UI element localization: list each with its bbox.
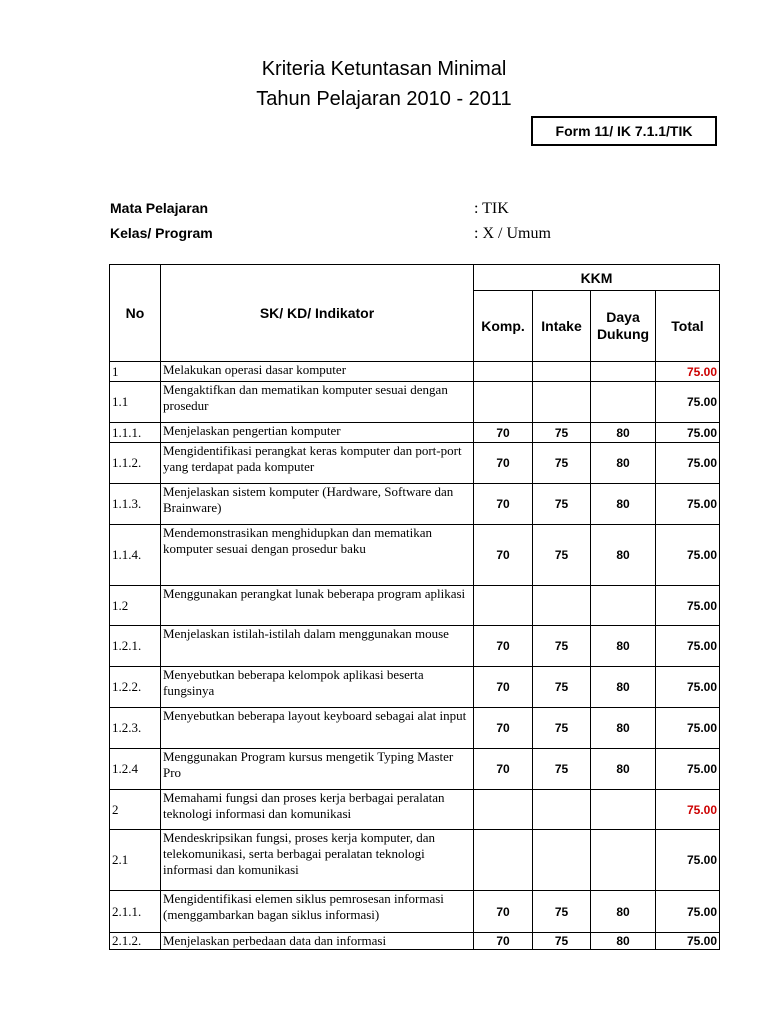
header-komp: Komp.: [474, 291, 533, 362]
row-indicator: Mendemonstrasikan menghidupkan dan mematikan komputer sesuai dengan prosedur baku: [161, 525, 474, 586]
row-indicator: Mengaktifkan dan mematikan komputer sesuai dengan prosedur: [161, 382, 474, 423]
row-total: 75.00: [656, 362, 720, 382]
row-total: 75.00: [656, 933, 720, 950]
row-total: 75.00: [656, 382, 720, 423]
row-komp: [474, 586, 533, 626]
header-total: Total: [656, 291, 720, 362]
row-intake: 75: [533, 525, 591, 586]
row-number: 2.1: [110, 830, 161, 891]
header-kkm: KKM: [474, 265, 720, 291]
header-intake: Intake: [533, 291, 591, 362]
row-daya-dukung: [591, 586, 656, 626]
row-daya-dukung: [591, 790, 656, 830]
header-daya-line1: Daya: [606, 309, 640, 325]
row-total: 75.00: [656, 790, 720, 830]
row-daya-dukung: [591, 830, 656, 891]
table-row: [110, 586, 720, 626]
table-row: [110, 749, 720, 790]
class-label: Kelas/ Program: [110, 225, 213, 241]
row-total: 75.00: [656, 484, 720, 525]
header-indicator: SK/ KD/ Indikator: [161, 265, 474, 362]
subject-label: Mata Pelajaran: [110, 200, 209, 216]
row-total: 75.00: [656, 749, 720, 790]
row-daya-dukung: 80: [591, 749, 656, 790]
row-number: 1.1.1.: [110, 423, 161, 443]
row-intake: 75: [533, 443, 591, 484]
row-komp: 70: [474, 891, 533, 933]
row-indicator: Menggunakan perangkat lunak beberapa program aplikasi: [161, 586, 474, 626]
document-subtitle: Tahun Pelajaran 2010 - 2011: [256, 88, 512, 110]
table-row: [110, 891, 720, 933]
row-indicator: Menjelaskan sistem komputer (Hardware, Software dan Brainware): [161, 484, 474, 525]
row-indicator: Menyebutkan beberapa layout keyboard sebagai alat input: [161, 708, 474, 749]
row-komp: 70: [474, 708, 533, 749]
row-daya-dukung: 80: [591, 484, 656, 525]
row-daya-dukung: 80: [591, 667, 656, 708]
row-number: 1.2.4: [110, 749, 161, 790]
row-daya-dukung: [591, 382, 656, 423]
table-row: [110, 362, 720, 382]
row-indicator: Memahami fungsi dan proses kerja berbagai peralatan teknologi informasi dan komunikasi: [161, 790, 474, 830]
row-komp: [474, 362, 533, 382]
class-value: : X / Umum: [474, 225, 551, 242]
row-komp: [474, 830, 533, 891]
row-indicator: Menjelaskan perbedaan data dan informasi: [161, 933, 474, 950]
header-daya-dukung: [591, 291, 656, 362]
row-intake: 75: [533, 484, 591, 525]
form-code-box: [531, 116, 717, 146]
row-number: 1.2.1.: [110, 626, 161, 667]
document-title: Kriteria Ketuntasan Minimal: [261, 58, 507, 80]
row-number: 1.2.3.: [110, 708, 161, 749]
row-intake: 75: [533, 749, 591, 790]
row-daya-dukung: 80: [591, 525, 656, 586]
row-komp: 70: [474, 443, 533, 484]
table-row: [110, 667, 720, 708]
row-komp: 70: [474, 423, 533, 443]
row-number: 2: [110, 790, 161, 830]
row-komp: [474, 382, 533, 423]
table-row: [110, 790, 720, 830]
row-total: 75.00: [656, 830, 720, 891]
row-komp: 70: [474, 933, 533, 950]
kkm-table-body: [110, 362, 720, 950]
row-number: 1.1.3.: [110, 484, 161, 525]
table-row: [110, 423, 720, 443]
header-no: No: [110, 265, 161, 362]
row-komp: 70: [474, 626, 533, 667]
row-daya-dukung: 80: [591, 708, 656, 749]
subject-value: : TIK: [474, 200, 509, 217]
row-daya-dukung: [591, 362, 656, 382]
row-intake: [533, 362, 591, 382]
row-total: 75.00: [656, 667, 720, 708]
row-indicator: Menjelaskan pengertian komputer: [161, 423, 474, 443]
row-total: 75.00: [656, 891, 720, 933]
row-total: 75.00: [656, 586, 720, 626]
form-code: Form 11/ IK 7.1.1/TIK: [555, 123, 693, 139]
row-number: 1.1.2.: [110, 443, 161, 484]
row-komp: 70: [474, 484, 533, 525]
row-indicator: Melakukan operasi dasar komputer: [161, 362, 474, 382]
row-intake: [533, 586, 591, 626]
row-indicator: Menjelaskan istilah-istilah dalam menggunakan mouse: [161, 626, 474, 667]
row-intake: 75: [533, 891, 591, 933]
row-indicator: Menggunakan Program kursus mengetik Typing Master Pro: [161, 749, 474, 790]
row-intake: 75: [533, 667, 591, 708]
row-indicator: Menyebutkan beberapa kelompok aplikasi beserta fungsinya: [161, 667, 474, 708]
table-row: [110, 830, 720, 891]
row-daya-dukung: 80: [591, 443, 656, 484]
row-number: 1.1: [110, 382, 161, 423]
row-total: 75.00: [656, 708, 720, 749]
row-intake: [533, 790, 591, 830]
row-komp: [474, 790, 533, 830]
row-komp: 70: [474, 525, 533, 586]
row-number: 1: [110, 362, 161, 382]
row-indicator: Mengidentifikasi elemen siklus pemrosesan informasi (menggambarkan bagan siklus informasi): [161, 891, 474, 933]
table-row: [110, 933, 720, 950]
row-daya-dukung: 80: [591, 891, 656, 933]
row-intake: [533, 382, 591, 423]
row-total: 75.00: [656, 626, 720, 667]
row-number: 2.1.1.: [110, 891, 161, 933]
header-daya-line2: Dukung: [596, 326, 650, 342]
row-total: 75.00: [656, 443, 720, 484]
table-row: [110, 525, 720, 586]
row-number: 1.1.4.: [110, 525, 161, 586]
row-intake: 75: [533, 708, 591, 749]
row-daya-dukung: 80: [591, 933, 656, 950]
row-number: 2.1.2.: [110, 933, 161, 950]
row-komp: 70: [474, 749, 533, 790]
row-komp: 70: [474, 667, 533, 708]
table-row: [110, 484, 720, 525]
row-intake: 75: [533, 626, 591, 667]
row-intake: 75: [533, 933, 591, 950]
table-row: [110, 708, 720, 749]
table-row: [110, 382, 720, 423]
table-row: [110, 626, 720, 667]
row-intake: [533, 830, 591, 891]
row-indicator: Mengidentifikasi perangkat keras komputer dan port-port yang terdapat pada komputer: [161, 443, 474, 484]
row-number: 1.2.2.: [110, 667, 161, 708]
row-daya-dukung: 80: [591, 423, 656, 443]
row-total: 75.00: [656, 525, 720, 586]
row-daya-dukung: 80: [591, 626, 656, 667]
row-total: 75.00: [656, 423, 720, 443]
row-number: 1.2: [110, 586, 161, 626]
kkm-table: [109, 264, 720, 950]
row-indicator: Mendeskripsikan fungsi, proses kerja komputer, dan telekomunikasi, serta berbagai peralatan teknologi informasi dan komunikasi: [161, 830, 474, 891]
table-row: [110, 443, 720, 484]
row-intake: 75: [533, 423, 591, 443]
